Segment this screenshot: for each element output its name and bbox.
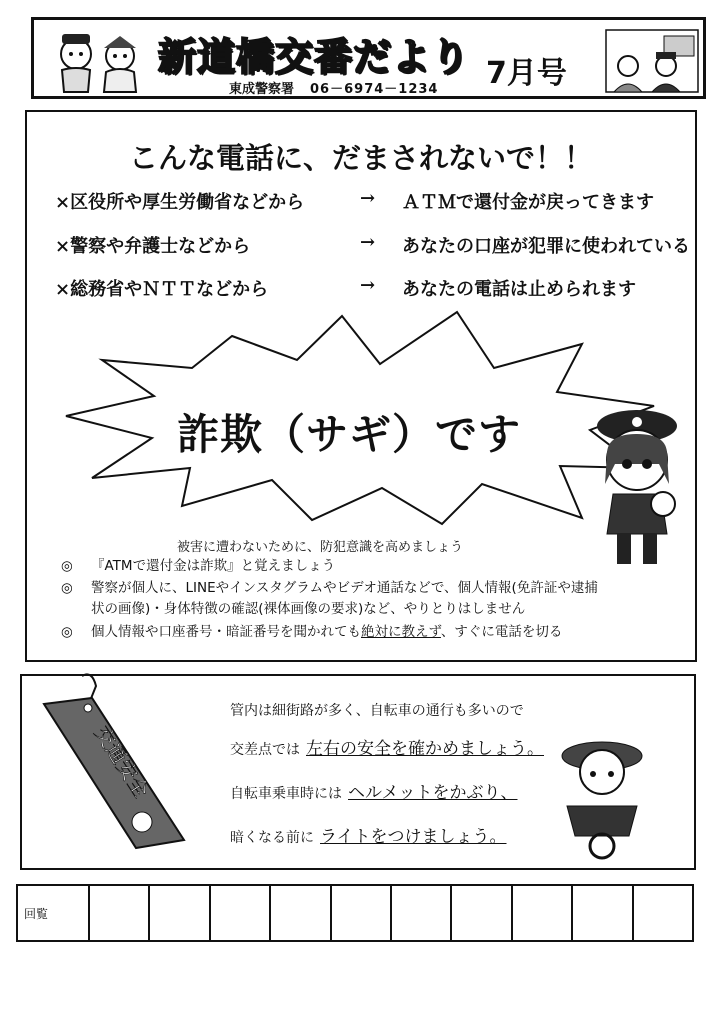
double-circle-icon: ◎ xyxy=(61,558,73,574)
scam-call-row xyxy=(55,232,690,258)
scam-call-row xyxy=(55,188,654,214)
scam-warning-section xyxy=(25,110,697,662)
tip-item xyxy=(61,578,611,620)
caller-claim: あなたの口座が犯罪に使われている xyxy=(402,236,690,257)
scam-call-row xyxy=(55,275,636,301)
caller-source: ×区役所や厚生労働省などから xyxy=(55,192,305,213)
tip-text: 個人情報や口座番号・暗証番号を聞かれても絶対に教えず、すぐに電話を切る xyxy=(91,624,563,640)
arrow-icon: → xyxy=(360,232,376,253)
scam-label: 詐欺（サギ）です xyxy=(177,410,522,459)
tip-item xyxy=(61,556,611,577)
tip-text: 警察が個人に、LINEやインスタグラムやビデオ通話などで、個人情報(免許証や逮捕状の画像)・身体特徴の確認(裸体画像の要求)など、やりとりはしません xyxy=(91,580,598,617)
caller-source: ×警察や弁護士などから xyxy=(55,236,251,257)
stamp-cell[interactable] xyxy=(209,886,269,940)
arrow-icon: → xyxy=(360,275,376,296)
stamp-cell[interactable] xyxy=(269,886,329,940)
stamp-cell[interactable] xyxy=(88,886,148,940)
stamp-cell[interactable] xyxy=(632,886,692,940)
stamp-cell[interactable] xyxy=(330,886,390,940)
station-name: 東成警察署 xyxy=(229,82,295,97)
stamp-cell[interactable] xyxy=(148,886,208,940)
police-officer-illustration xyxy=(587,404,692,569)
issue-number: 7月号 xyxy=(486,56,567,91)
stamp-cell[interactable] xyxy=(571,886,631,940)
tips-intro: 被害に遭わないために、防犯意識を高めましょう xyxy=(177,540,464,555)
stamp-cell[interactable] xyxy=(390,886,450,940)
stamp-cell[interactable] xyxy=(450,886,510,940)
arrow-icon: → xyxy=(360,188,376,209)
newsletter-title: 新道橋交番だより xyxy=(158,35,471,79)
mascot-illustration xyxy=(52,26,148,96)
tip-item xyxy=(61,622,611,643)
station-phone: 06－6974－1234 xyxy=(310,82,439,97)
emphasis-text: 絶対に教えず xyxy=(361,624,441,640)
traffic-line: 自転車乗車時には ヘルメットをかぶり、 xyxy=(230,783,518,803)
caller-claim: あなたの電話は止められます xyxy=(402,279,636,300)
traffic-line: 管内は細街路が多く、自転車の通行も多いので xyxy=(230,703,524,719)
traffic-line: 暗くなる前に ライトをつけましょう。 xyxy=(230,827,507,847)
caller-source: ×総務省やＮＴＴなどから xyxy=(55,279,269,300)
caller-claim: ＡＴＭで還付金が戻ってきます xyxy=(402,192,654,213)
warning-heading: こんな電話に、だまされないで！！ xyxy=(128,141,593,175)
tip-text: 『ATMで還付金は詐欺』と覚えましょう xyxy=(91,558,336,574)
double-circle-icon: ◎ xyxy=(61,624,73,640)
traffic-line: 交差点では 左右の安全を確かめましょう。 xyxy=(230,739,544,759)
officers-illustration xyxy=(604,26,700,96)
traffic-safety-tag-illustration xyxy=(34,672,194,862)
emphasis-text: ヘルメットをかぶり、 xyxy=(348,783,518,803)
circulation-stamp-row xyxy=(16,884,694,942)
cyclist-officer-illustration xyxy=(547,736,657,861)
circulation-label: 回覧 xyxy=(24,906,49,921)
emphasis-text: 左右の安全を確かめましょう。 xyxy=(306,739,544,759)
newsletter-header xyxy=(31,17,706,99)
tag-text: 交通安全 xyxy=(89,721,154,802)
emphasis-text: ライトをつけましょう。 xyxy=(320,827,507,847)
traffic-safety-section xyxy=(20,674,696,870)
double-circle-icon: ◎ xyxy=(61,580,73,596)
station-info xyxy=(229,78,438,97)
stamp-cell[interactable] xyxy=(511,886,571,940)
